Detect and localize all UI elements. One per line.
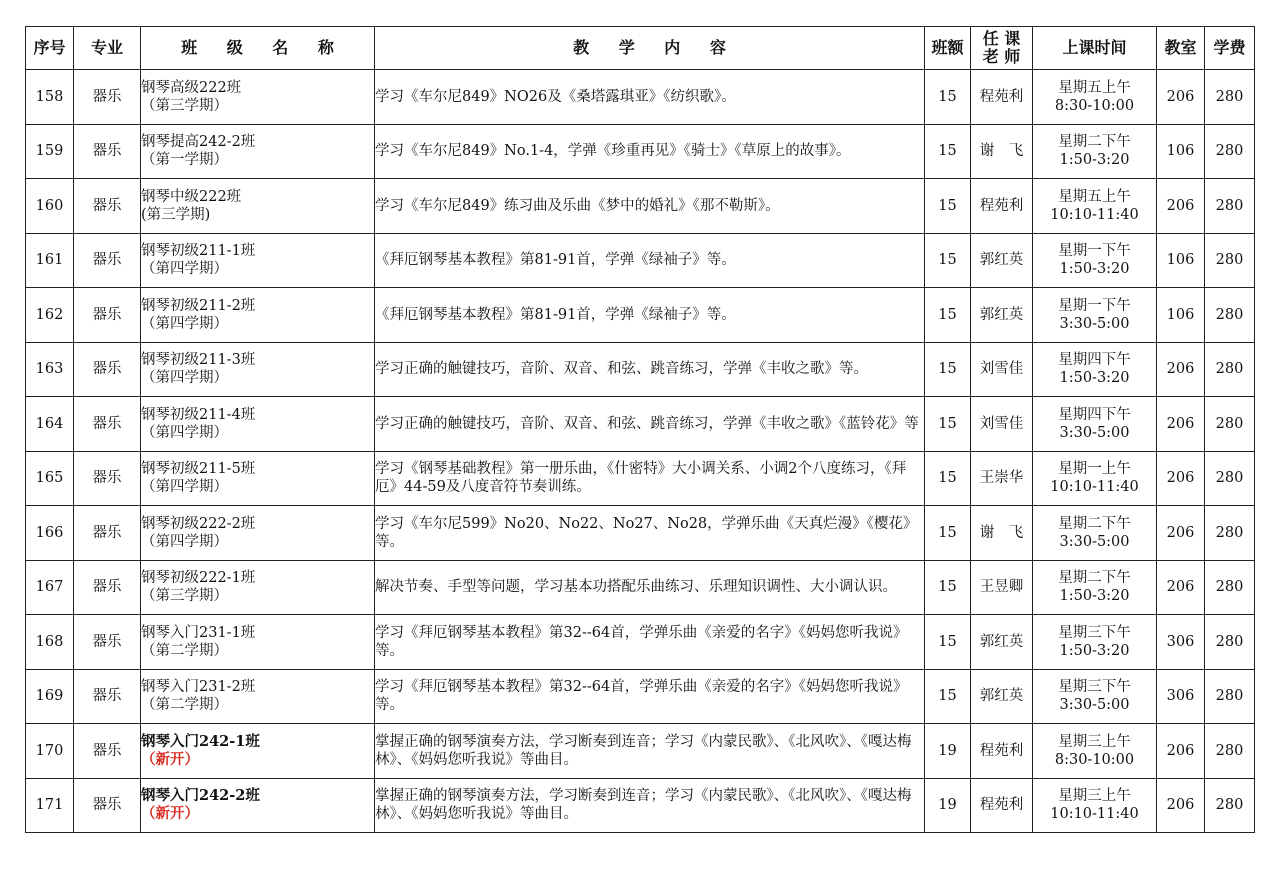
header-class-name-text: 班 级 名 称 xyxy=(181,38,346,57)
table-row xyxy=(26,288,1255,343)
content-cell: 学习《车尔尼849》NO26及《桑塔露琪亚》《纺织歌》。 xyxy=(375,70,925,125)
teacher-cell: 程苑利 xyxy=(971,70,1033,125)
teacher-cell: 程苑利 xyxy=(971,179,1033,234)
teacher-cell: 谢 飞 xyxy=(971,506,1033,561)
quota-cell: 15 xyxy=(925,124,971,179)
room-cell: 306 xyxy=(1157,669,1205,724)
content-cell: 学习《车尔尼599》No20、No22、No27、No28，学弹乐曲《天真烂漫》《樱花》等。 xyxy=(375,506,925,561)
fee-cell: 280 xyxy=(1205,724,1255,779)
class-name-cell xyxy=(141,342,375,397)
major-cell: 器乐 xyxy=(74,724,141,779)
major-cell: 器乐 xyxy=(74,560,141,615)
time-cell xyxy=(1033,124,1157,179)
quota-cell: 15 xyxy=(925,233,971,288)
seq-cell: 160 xyxy=(26,179,74,234)
fee-cell: 280 xyxy=(1205,124,1255,179)
header-seq: 序号 xyxy=(26,27,74,70)
class-name-cell xyxy=(141,397,375,452)
major-cell: 器乐 xyxy=(74,124,141,179)
class-term: （第二学期） xyxy=(141,642,228,659)
seq-cell: 168 xyxy=(26,615,74,670)
time-range: 3:30-5:00 xyxy=(1059,315,1130,332)
time-range: 1:50-3:20 xyxy=(1059,588,1130,605)
class-term: （第四学期） xyxy=(141,533,228,550)
content-cell: 解决节奏、手型等问题，学习基本功搭配乐曲练习、乐理知识调性、大小调认识。 xyxy=(375,560,925,615)
teacher-cell: 郭红英 xyxy=(971,615,1033,670)
table-row xyxy=(26,615,1255,670)
time-day: 星期三下午 xyxy=(1058,679,1131,696)
room-cell: 106 xyxy=(1157,233,1205,288)
class-term: （第四学期） xyxy=(141,479,228,496)
table-row xyxy=(26,560,1255,615)
time-day: 星期一下午 xyxy=(1058,297,1131,314)
time-cell xyxy=(1033,615,1157,670)
seq-cell: 163 xyxy=(26,342,74,397)
time-cell xyxy=(1033,724,1157,779)
time-cell xyxy=(1033,397,1157,452)
content-cell: 学习正确的触键技巧，音阶、双音、和弦、跳音练习，学弹《丰收之歌》《蓝铃花》等 xyxy=(375,397,925,452)
content-cell: 学习《车尔尼849》No.1-4，学弹《珍重再见》《骑士》《草原上的故事》。 xyxy=(375,124,925,179)
time-cell xyxy=(1033,233,1157,288)
major-cell: 器乐 xyxy=(74,342,141,397)
quota-cell: 15 xyxy=(925,560,971,615)
class-name-cell xyxy=(141,70,375,125)
room-cell: 206 xyxy=(1157,506,1205,561)
time-cell xyxy=(1033,288,1157,343)
class-term: （第四学期） xyxy=(141,261,228,278)
teacher-cell: 郭红英 xyxy=(971,288,1033,343)
class-term: （第三学期） xyxy=(141,588,228,605)
seq-cell: 171 xyxy=(26,778,74,833)
fee-cell: 280 xyxy=(1205,179,1255,234)
quota-cell: 15 xyxy=(925,615,971,670)
fee-cell: 280 xyxy=(1205,233,1255,288)
class-term: (第三学期) xyxy=(141,206,211,223)
class-name: 钢琴入门242-2班 xyxy=(141,787,260,805)
time-cell xyxy=(1033,560,1157,615)
class-name-cell xyxy=(141,233,375,288)
seq-cell: 166 xyxy=(26,506,74,561)
time-day: 星期二下午 xyxy=(1058,515,1131,532)
time-day: 星期五上午 xyxy=(1058,188,1131,205)
time-cell xyxy=(1033,451,1157,506)
header-major: 专业 xyxy=(74,27,141,70)
fee-cell: 280 xyxy=(1205,506,1255,561)
class-name: 钢琴初级211-2班 xyxy=(141,297,256,314)
class-term: （第一学期） xyxy=(141,152,228,169)
major-cell: 器乐 xyxy=(74,669,141,724)
class-name: 钢琴初级211-5班 xyxy=(141,461,256,478)
class-term: （第三学期） xyxy=(141,97,228,114)
major-cell: 器乐 xyxy=(74,70,141,125)
header-class-name xyxy=(141,27,375,70)
major-cell: 器乐 xyxy=(74,506,141,561)
class-name-cell xyxy=(141,778,375,833)
header-content-text: 教 学 内 容 xyxy=(573,38,738,57)
seq-cell: 170 xyxy=(26,724,74,779)
class-name: 钢琴初级211-1班 xyxy=(141,243,256,260)
class-name: 钢琴初级211-4班 xyxy=(141,406,256,423)
seq-cell: 161 xyxy=(26,233,74,288)
room-cell: 206 xyxy=(1157,778,1205,833)
room-cell: 206 xyxy=(1157,397,1205,452)
table-row xyxy=(26,179,1255,234)
course-schedule-table xyxy=(25,26,1255,833)
major-cell: 器乐 xyxy=(74,615,141,670)
table-row xyxy=(26,778,1255,833)
major-cell: 器乐 xyxy=(74,288,141,343)
teacher-cell: 王昱卿 xyxy=(971,560,1033,615)
seq-cell: 167 xyxy=(26,560,74,615)
quota-cell: 15 xyxy=(925,669,971,724)
room-cell: 106 xyxy=(1157,124,1205,179)
room-cell: 206 xyxy=(1157,342,1205,397)
class-name: 钢琴高级222班 xyxy=(141,79,242,96)
time-range: 10:10-11:40 xyxy=(1050,479,1139,496)
time-range: 1:50-3:20 xyxy=(1059,261,1130,278)
time-day: 星期四下午 xyxy=(1058,406,1131,423)
table-row xyxy=(26,669,1255,724)
seq-cell: 162 xyxy=(26,288,74,343)
class-name-cell xyxy=(141,669,375,724)
major-cell: 器乐 xyxy=(74,233,141,288)
header-teacher xyxy=(971,27,1033,70)
class-term: （第四学期） xyxy=(141,424,228,441)
fee-cell: 280 xyxy=(1205,288,1255,343)
time-day: 星期三下午 xyxy=(1058,624,1131,641)
fee-cell: 280 xyxy=(1205,778,1255,833)
class-term: （第四学期） xyxy=(141,315,228,332)
class-name-cell xyxy=(141,724,375,779)
class-name-cell xyxy=(141,288,375,343)
class-name-cell xyxy=(141,560,375,615)
class-name: 钢琴初级222-2班 xyxy=(141,515,256,532)
time-day: 星期三上午 xyxy=(1058,733,1131,750)
class-name: 钢琴入门231-2班 xyxy=(141,679,256,696)
table-row xyxy=(26,233,1255,288)
quota-cell: 15 xyxy=(925,179,971,234)
time-range: 1:50-3:20 xyxy=(1059,152,1130,169)
content-cell: 《拜厄钢琴基本教程》第81-91首，学弹《绿袖子》等。 xyxy=(375,288,925,343)
header-row xyxy=(26,27,1255,70)
time-range: 8:30-10:00 xyxy=(1054,97,1135,114)
class-name: 钢琴中级222班 xyxy=(141,188,242,205)
room-cell: 206 xyxy=(1157,70,1205,125)
time-range: 3:30-5:00 xyxy=(1059,424,1130,441)
content-cell: 学习《车尔尼849》练习曲及乐曲《梦中的婚礼》《那不勒斯》。 xyxy=(375,179,925,234)
room-cell: 206 xyxy=(1157,179,1205,234)
content-cell: 掌握正确的钢琴演奏方法，学习断奏到连音；学习《内蒙民歌》、《北风吹》、《嘎达梅林》、《妈妈您听我说》等曲目。 xyxy=(375,724,925,779)
time-cell xyxy=(1033,506,1157,561)
time-day: 星期三上午 xyxy=(1058,788,1131,805)
quota-cell: 15 xyxy=(925,451,971,506)
time-range: 1:50-3:20 xyxy=(1059,370,1130,387)
class-term: （第四学期） xyxy=(141,370,228,387)
room-cell: 206 xyxy=(1157,451,1205,506)
time-cell xyxy=(1033,778,1157,833)
table-row xyxy=(26,342,1255,397)
table-row xyxy=(26,397,1255,452)
table-row xyxy=(26,451,1255,506)
header-teacher-line2: 老 师 xyxy=(982,47,1021,66)
table-row xyxy=(26,124,1255,179)
header-teacher-line1: 任 课 xyxy=(982,29,1021,48)
time-day: 星期五上午 xyxy=(1058,79,1131,96)
class-name: 钢琴入门242-1班 xyxy=(141,732,260,750)
time-range: 8:30-10:00 xyxy=(1054,751,1135,768)
seq-cell: 169 xyxy=(26,669,74,724)
time-range: 3:30-5:00 xyxy=(1059,533,1130,550)
class-name: 钢琴初级222-1班 xyxy=(141,570,256,587)
class-name: 钢琴初级211-3班 xyxy=(141,352,256,369)
fee-cell: 280 xyxy=(1205,669,1255,724)
table-row xyxy=(26,70,1255,125)
class-term: （第二学期） xyxy=(141,697,228,714)
time-range: 1:50-3:20 xyxy=(1059,642,1130,659)
teacher-cell: 谢 飞 xyxy=(971,124,1033,179)
teacher-cell: 刘雪佳 xyxy=(971,397,1033,452)
teacher-cell: 刘雪佳 xyxy=(971,342,1033,397)
fee-cell: 280 xyxy=(1205,615,1255,670)
quota-cell: 15 xyxy=(925,70,971,125)
time-day: 星期一上午 xyxy=(1058,461,1131,478)
fee-cell: 280 xyxy=(1205,560,1255,615)
header-fee: 学费 xyxy=(1205,27,1255,70)
time-range: 10:10-11:40 xyxy=(1050,206,1139,223)
time-day: 星期四下午 xyxy=(1058,352,1131,369)
room-cell: 106 xyxy=(1157,288,1205,343)
quota-cell: 15 xyxy=(925,288,971,343)
header-time: 上课时间 xyxy=(1033,27,1157,70)
class-name-cell xyxy=(141,506,375,561)
room-cell: 306 xyxy=(1157,615,1205,670)
quota-cell: 15 xyxy=(925,397,971,452)
time-cell xyxy=(1033,342,1157,397)
content-cell: 学习《拜厄钢琴基本教程》第32--64首，学弹乐曲《亲爱的名字》《妈妈您听我说》等。 xyxy=(375,669,925,724)
table-row xyxy=(26,506,1255,561)
class-name-cell xyxy=(141,124,375,179)
major-cell: 器乐 xyxy=(74,778,141,833)
major-cell: 器乐 xyxy=(74,451,141,506)
class-name: 钢琴提高242-2班 xyxy=(141,134,256,151)
table-body xyxy=(26,70,1255,833)
class-name-cell xyxy=(141,615,375,670)
seq-cell: 164 xyxy=(26,397,74,452)
quota-cell: 19 xyxy=(925,724,971,779)
teacher-cell: 郭红英 xyxy=(971,233,1033,288)
fee-cell: 280 xyxy=(1205,70,1255,125)
content-cell: 学习《钢琴基础教程》第一册乐曲，《什密特》大小调关系、小调2个八度练习，《拜厄》44-59及八度音符节奏训练。 xyxy=(375,451,925,506)
fee-cell: 280 xyxy=(1205,342,1255,397)
teacher-cell: 程苑利 xyxy=(971,724,1033,779)
table-row xyxy=(26,724,1255,779)
time-cell xyxy=(1033,179,1157,234)
content-cell: 学习《拜厄钢琴基本教程》第32--64首，学弹乐曲《亲爱的名字》《妈妈您听我说》等。 xyxy=(375,615,925,670)
content-cell: 掌握正确的钢琴演奏方法，学习断奏到连音；学习《内蒙民歌》、《北风吹》、《嘎达梅林》、《妈妈您听我说》等曲目。 xyxy=(375,778,925,833)
major-cell: 器乐 xyxy=(74,179,141,234)
time-day: 星期一下午 xyxy=(1058,243,1131,260)
teacher-cell: 程苑利 xyxy=(971,778,1033,833)
quota-cell: 15 xyxy=(925,506,971,561)
seq-cell: 165 xyxy=(26,451,74,506)
fee-cell: 280 xyxy=(1205,451,1255,506)
time-cell xyxy=(1033,669,1157,724)
header-quota: 班额 xyxy=(925,27,971,70)
fee-cell: 280 xyxy=(1205,397,1255,452)
teacher-cell: 王崇华 xyxy=(971,451,1033,506)
major-cell: 器乐 xyxy=(74,397,141,452)
time-day: 星期二下午 xyxy=(1058,134,1131,151)
time-range: 10:10-11:40 xyxy=(1050,806,1139,823)
content-cell: 《拜厄钢琴基本教程》第81-91首，学弹《绿袖子》等。 xyxy=(375,233,925,288)
room-cell: 206 xyxy=(1157,724,1205,779)
header-room: 教室 xyxy=(1157,27,1205,70)
new-class-badge: （新开） xyxy=(141,805,199,823)
header-content xyxy=(375,27,925,70)
content-cell: 学习正确的触键技巧，音阶、双音、和弦、跳音练习，学弹《丰收之歌》等。 xyxy=(375,342,925,397)
class-name-cell xyxy=(141,451,375,506)
new-class-badge: （新开） xyxy=(141,750,199,768)
teacher-cell: 郭红英 xyxy=(971,669,1033,724)
seq-cell: 159 xyxy=(26,124,74,179)
seq-cell: 158 xyxy=(26,70,74,125)
quota-cell: 19 xyxy=(925,778,971,833)
time-range: 3:30-5:00 xyxy=(1059,697,1130,714)
room-cell: 206 xyxy=(1157,560,1205,615)
class-name: 钢琴入门231-1班 xyxy=(141,624,256,641)
quota-cell: 15 xyxy=(925,342,971,397)
class-name-cell xyxy=(141,179,375,234)
time-cell xyxy=(1033,70,1157,125)
time-day: 星期二下午 xyxy=(1058,570,1131,587)
